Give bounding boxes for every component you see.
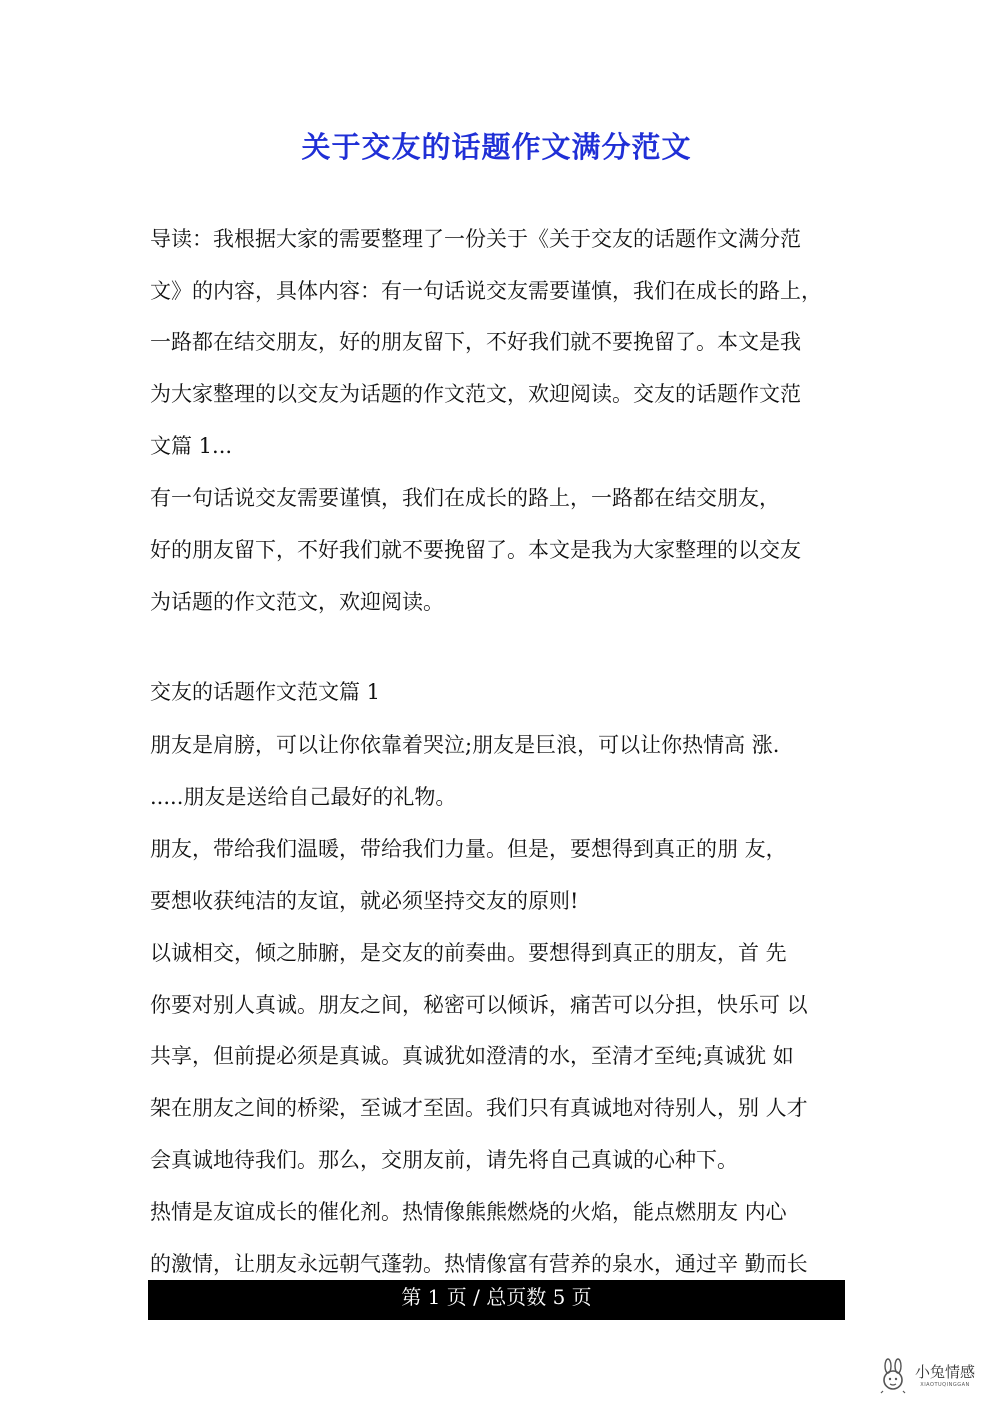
body-line: 好的朋友留下，不好我们就不要挽留了。本文是我为大家整理的以交友 bbox=[150, 538, 801, 562]
body-line: 会真诚地待我们。那么，交朋友前，请先将自己真诚的心种下。 bbox=[150, 1148, 738, 1172]
watermark-title: 小兔情感 bbox=[915, 1363, 976, 1381]
document-title: 关于交友的话题作文满分范文 bbox=[301, 130, 692, 164]
body-line: 导读：我根据大家的需要整理了一份关于《关于交友的话题作文满分范 bbox=[150, 227, 801, 251]
body-line: 文篇 1... bbox=[150, 434, 233, 458]
body-line: 为话题的作文范文，欢迎阅读。 bbox=[150, 590, 444, 614]
body-line: 共享，但前提必须是真诚。真诚犹如澄清的水，至清才至纯;真诚犹 如 bbox=[150, 1044, 794, 1068]
page-footer bbox=[148, 1280, 845, 1320]
body-line: 为大家整理的以交友为话题的作文范文，欢迎阅读。交友的话题作文范 bbox=[150, 382, 801, 406]
page-number-label: 第 1 页 / 总页数 5 页 bbox=[401, 1285, 592, 1309]
body-line: 文》的内容，具体内容：有一句话说交友需要谨慎，我们在成长的路上， bbox=[150, 279, 822, 303]
body-line: 你要对别人真诚。朋友之间，秘密可以倾诉，痛苦可以分担，快乐可 以 bbox=[150, 993, 808, 1017]
body-line: 一路都在结交朋友，好的朋友留下，不好我们就不要挽留了。本文是我 bbox=[150, 330, 801, 354]
body-line: 朋友，带给我们温暖，带给我们力量。但是，要想得到真正的朋 友， bbox=[150, 837, 787, 861]
body-line: 要想收获纯洁的友谊，就必须坚持交友的原则! bbox=[150, 889, 579, 913]
watermark-subtitle: XIAOTUQINGGAN bbox=[920, 1382, 970, 1388]
body-line: 朋友是肩膀，可以让你依靠着哭泣;朋友是巨浪，可以让你热情高 涨. bbox=[150, 733, 780, 757]
body-line: 的激情，让朋友永远朝气蓬勃。热情像富有营养的泉水，通过辛 勤而长 bbox=[150, 1252, 808, 1276]
body-line: .....朋友是送给自己最好的礼物。 bbox=[150, 785, 457, 809]
body-line: 热情是友谊成长的催化剂。热情像熊熊燃烧的火焰，能点燃朋友 内心 bbox=[150, 1200, 787, 1224]
body-line: 以诚相交，倾之肺腑，是交友的前奏曲。要想得到真正的朋友，首 先 bbox=[150, 941, 787, 965]
watermark bbox=[877, 1354, 987, 1398]
section-heading: 交友的话题作文范文篇 1 bbox=[150, 680, 381, 704]
body-line: 有一句话说交友需要谨慎，我们在成长的路上，一路都在结交朋友， bbox=[150, 486, 780, 510]
rabbit-logo-icon bbox=[877, 1358, 911, 1394]
body-line: 架在朋友之间的桥梁，至诚才至固。我们只有真诚地对待别人，别 人才 bbox=[150, 1096, 808, 1120]
